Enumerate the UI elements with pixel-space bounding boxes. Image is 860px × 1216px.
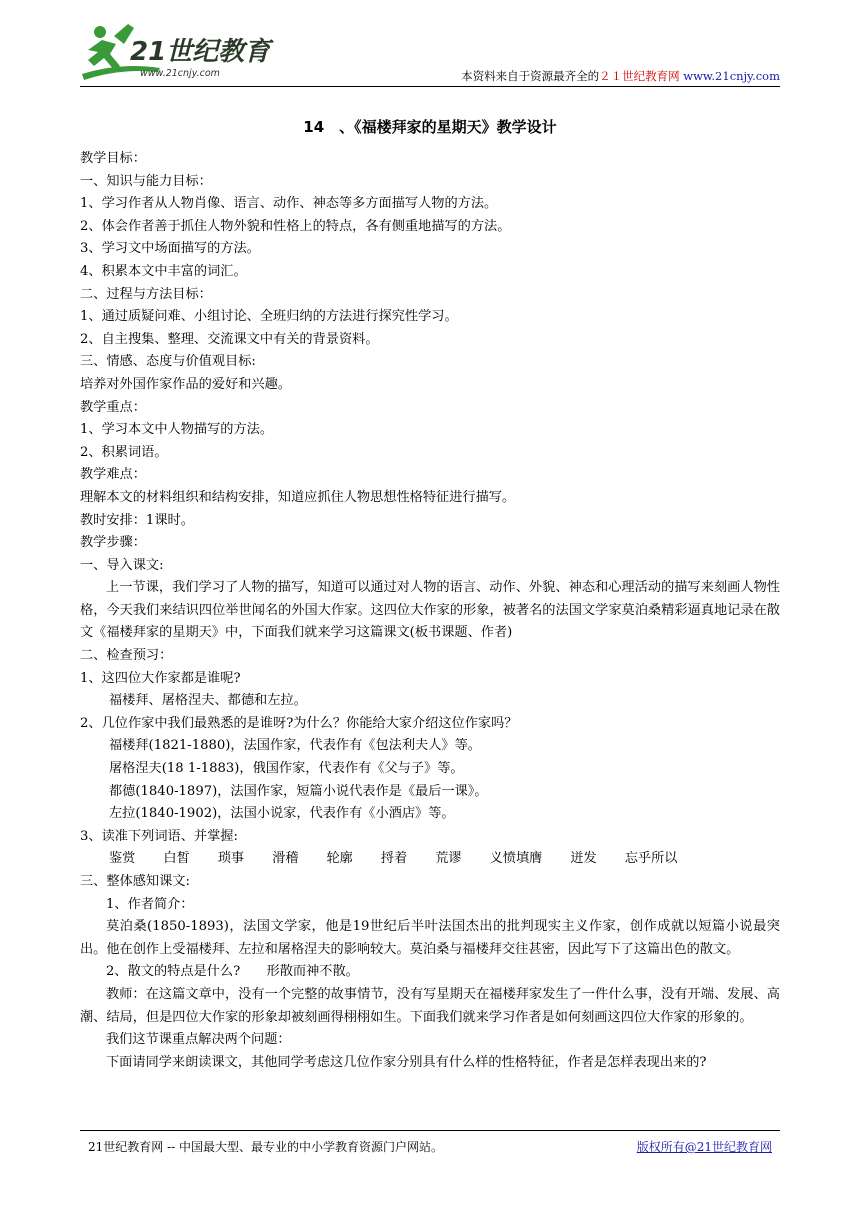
logo-graphic	[80, 14, 280, 90]
text-line: 3、学习文中场面描写的方法。	[80, 241, 260, 257]
teacher-paragraph: 教师：在这篇文章中，没有一个完整的故事情节，没有写星期天在福楼拜家发生了一件什么事，没有开端、发展、高潮、结局，但是四位大作家的形象却被刻画得栩栩如生。下面我们就来学习作者是如何刻画这四位大作家的形象的。	[80, 986, 780, 1025]
question: 2、几位作家中我们最熟悉的是谁呀?为什么？你能给大家介绍这位作家吗？	[80, 715, 518, 731]
author-entry: 福楼拜(1821-1880)，法国作家，代表作有《包法利夫人》等。	[109, 738, 481, 754]
text-line: 一、知识与能力目标：	[80, 173, 212, 189]
vocab-word: 忘乎所以	[624, 851, 678, 867]
text-line: 教学难点：	[80, 467, 146, 483]
vocab-word: 琐事	[217, 851, 245, 867]
document-body	[80, 148, 780, 1074]
vocab-word: 义愤填膺	[489, 851, 543, 867]
source-site-link[interactable]: www.21cnjy.com	[683, 69, 780, 83]
section-heading: 三、整体感知课文:	[80, 874, 190, 889]
vocab-word: 滑稽	[272, 851, 299, 867]
text-line: 二、过程与方法目标：	[80, 286, 212, 302]
vocab-word: 白皙	[163, 851, 190, 867]
vocabulary-list	[80, 848, 780, 871]
text-line: 2、体会作者善于抓住人物外貌和性格上的特点，各有侧重地描写的方法。	[80, 218, 511, 234]
sub-heading: 2、散文的特点是什么? 形散而神不散。	[106, 964, 359, 980]
document-title: 14 、《福楼拜家的星期天》教学设计	[303, 118, 557, 136]
site-logo[interactable]	[80, 14, 280, 90]
text-line: 理解本文的材料组织和结构安排，知道应抓住人物思想性格特征进行描写。	[80, 489, 516, 505]
text-line: 三、情感、态度与价值观目标:	[80, 354, 256, 370]
reading-paragraph: 下面请同学来朗读课文，其他同学考虑这几位作家分别具有什么样的性格特征，作者是怎样表现出来的?	[106, 1054, 707, 1070]
text-line: 2、自主搜集、整理、交流课文中有关的背景资料。	[80, 331, 379, 347]
text-line: 1、通过质疑问难、小组讨论、全班归纳的方法进行探究性学习。	[80, 309, 458, 325]
answer: 福楼拜、屠格涅夫、都德和左拉。	[109, 693, 307, 709]
text-line: 教时安排：1课时。	[80, 512, 194, 528]
vocab-word: 迸发	[570, 851, 597, 867]
vocab-word: 捋着	[380, 851, 408, 867]
text-line: 2、积累词语。	[80, 444, 168, 460]
text-line: 教学步骤：	[80, 535, 146, 551]
question: 1、这四位大作家都是谁呢?	[80, 670, 241, 686]
logo-text: 21世纪教育	[130, 37, 271, 67]
text-line: 教学目标：	[80, 151, 146, 166]
author-entry: 屠格涅夫(18 1-1883)，俄国作家，代表作有《父与子》等。	[109, 761, 464, 777]
header-source-note	[461, 68, 780, 84]
vocab-word: 轮廓	[326, 851, 353, 867]
question: 3、读准下列词语、并掌握:	[80, 828, 238, 844]
vocab-word: 荒谬	[435, 851, 462, 867]
page-header	[80, 14, 780, 90]
vocab-word: 鉴赏	[109, 851, 136, 867]
text-line: 1、学习本文中人物描写的方法。	[80, 422, 274, 438]
author-entry: 都德(1840-1897)，法国作家，短篇小说代表作是《最后一课》。	[109, 783, 488, 799]
section-heading: 二、检查预习：	[80, 648, 173, 664]
source-prefix: 本资料来自于资源最齐全的	[461, 69, 600, 83]
header-divider	[80, 86, 780, 87]
intro-paragraph: 上一节课，我们学习了人物的描写，知道可以通过对人物的语言、动作、外貌、神态和心理活动的描写来刻画人物性格，今天我们来结识四位举世闻名的外国大作家。这四位大作家的形象，被著名的法国文学家莫泊桑精彩逼真地记录在散文《福楼拜家的星期天》中，下面我们就来学习这篇课文(板书课题、作者)	[80, 580, 780, 641]
footer-copyright-link[interactable]: 版权所有@21世纪教育网	[636, 1140, 772, 1154]
logo-url: www.21cnjy.com	[140, 68, 220, 79]
text-line: 1、学习作者从人物肖像、语言、动作、神态等多方面描写人物的方法。	[80, 196, 498, 212]
text-line: 培养对外国作家作品的爱好和兴趣。	[80, 376, 291, 392]
text-line: 我们这节课重点解决两个问题：	[106, 1032, 291, 1048]
source-site-name[interactable]: ２１世纪教育网	[599, 69, 680, 83]
footer-site-description: 21世纪教育网 -- 中国最大型、最专业的中小学教育资源门户网站。	[88, 1140, 444, 1154]
sub-heading: 1、作者简介：	[106, 896, 194, 912]
footer-divider	[80, 1130, 780, 1131]
author-intro-paragraph: 莫泊桑(1850-1893)，法国文学家，他是19世纪后半叶法国杰出的批判现实主义作家，创作成就以短篇小说最突出。他在创作上受福楼拜、左拉和屠格涅夫的影响较大。莫泊桑与福楼拜交往甚密，因此写下了这篇出色的散文。	[80, 919, 780, 957]
text-line: 教学重点：	[80, 399, 146, 415]
author-entry: 左拉(1840-1902)，法国小说家，代表作有《小酒店》等。	[109, 806, 455, 822]
text-line: 一、导入课文:	[80, 557, 164, 573]
text-line: 4、积累本文中丰富的词汇。	[80, 263, 247, 279]
